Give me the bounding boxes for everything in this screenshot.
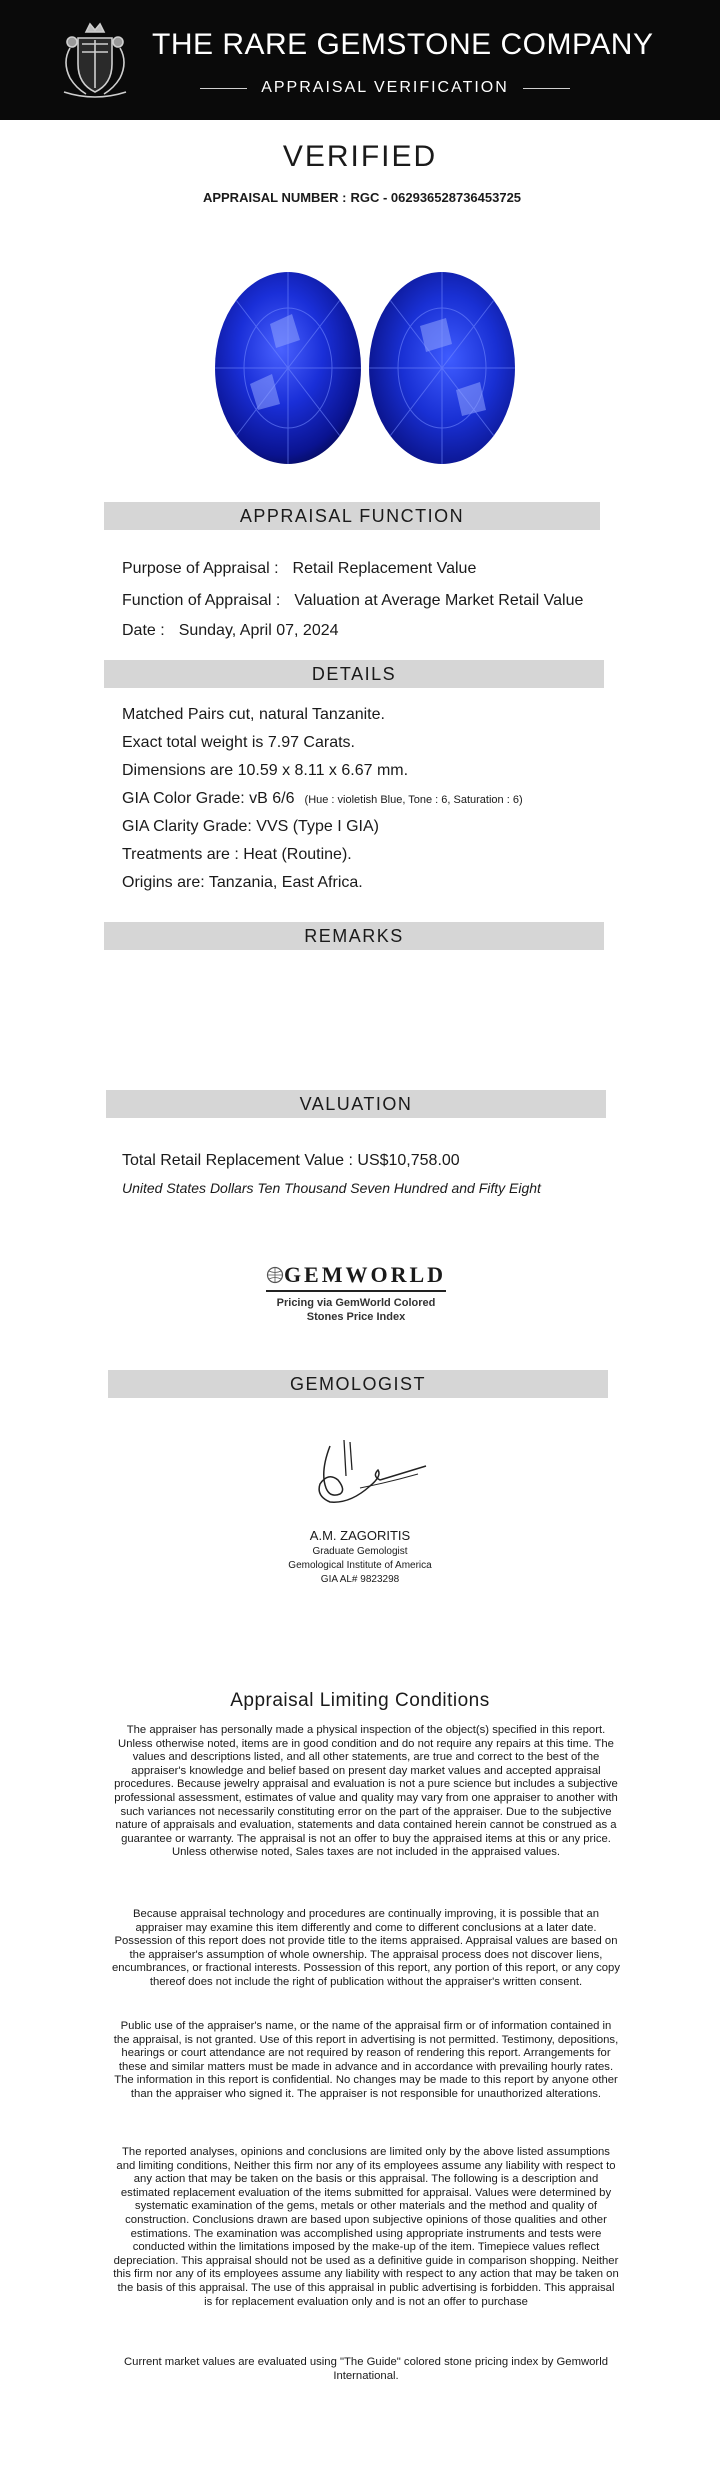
conditions-paragraph-4: The reported analyses, opinions and conclusions are limited only by the above listed assumptions and limiting conditions, Neither this firm nor any of its employees assume any liability with respect to any action that may be taken on the basis or this appraisal. The following is a description and estimated replacement evaluation of the items submitted for appraisal. Values were determined by systematic examination of the gems, metals or other materials and the method and quality of construction. Conclusions drawn are based upon subjective opinions of those qualities and other estimations. The examination was accomplished using appropriate instruments and tests were conducted within the limitations imposed by the make-up of the item. Timepiece values reflect depreciation. This appraisal should not be used as a definitive guide in comparison shopping. Neither this firm nor any of its employees assume any liability with respect to any action that may be taken on the basis of this appraisal. The use of this appraisal in public advertising is forbidden. This appraisal is for replacement evaluation only and is not an offer to purchase <box>113 2146 619 2308</box>
gemworld-caption-2: Stones Price Index <box>306 1311 406 1323</box>
appraisal-number-label: APPRAISAL NUMBER : <box>202 190 347 205</box>
section-remarks: REMARKS <box>104 922 604 950</box>
gemworld-caption-1: Pricing via GemWorld Colored <box>276 1297 436 1309</box>
conditions-paragraph-3: Public use of the appraiser's name, or the name of the appraisal firm or of information contained in the appraisal, is not granted. Use of this report in advertising is not permitted. Testimony, depositions, hearings or court attendance are not required by reason of rendering this report. Arrangements for these and similar matters must be made in advance and in accordance with prevailing hourly rates. The information in this report is confidential. No changes may be made to this report by anyone other than the appraiser who signed it. The appraiser is not responsible for unauthorized alterations. <box>113 2020 619 2100</box>
gemologist-name: A.M. ZAGORITIS <box>309 1528 411 1543</box>
tanzanite-pair-image <box>210 264 520 472</box>
date-label: Date : <box>122 622 165 639</box>
section-appraisal-function: APPRAISAL FUNCTION <box>104 502 600 530</box>
company-name: THE RARE GEMSTONE COMPANY <box>152 28 654 61</box>
detail-treatments: Treatments are : Heat (Routine). <box>122 846 352 863</box>
gemworld-logo-text: GEMWORLD <box>283 1262 447 1287</box>
gemworld-block <box>256 1262 456 1324</box>
subtitle: APPRAISAL VERIFICATION <box>261 79 509 96</box>
detail-color: GIA Color Grade: vB 6/6 <box>122 790 295 807</box>
conditions-paragraph-5: Current market values are evaluated using "The Guide" colored stone pricing index by Gemworld International. <box>124 2356 608 2382</box>
detail-clarity: GIA Clarity Grade: VVS (Type I GIA) <box>122 818 379 835</box>
appraisal-number-value: RGC - 062936528736453725 <box>350 190 522 205</box>
gemworld-logo <box>256 1262 456 1288</box>
purpose-label: Purpose of Appraisal : <box>122 560 279 577</box>
subtitle-row <box>200 76 570 100</box>
purpose-value: Retail Replacement Value <box>292 560 477 577</box>
gemologist-title: Graduate Gemologist <box>312 1546 408 1557</box>
conditions-paragraph-1: The appraiser has personally made a physical inspection of the object(s) specified in this report. Unless otherwise noted, items are in good condition and do not require any repairs at this time. The values and descriptions listed, and all other statements, are true and correct to the best of the appraiser's knowledge and belief based on present day market values and accepted appraisal procedures. Because jewelry appraisal and evaluation is not a pure science but includes a subjective professional assessment, estimates of value and quality may vary from one appraiser to another with such variances not necessarily constituting error on the part of the appraiser. Due to the subjective nature of appraisals and evaluation, statements and data contained herein cannot be construed as a guarantee or warranty. The appraisal is not an offer to buy the appraised items at this or any price. Unless otherwise noted, Sales taxes are not included in the appraised values. <box>114 1724 618 1859</box>
valuation-total: Total Retail Replacement Value : US$10,758.00 <box>122 1152 460 1169</box>
gemologist-institute: Gemological Institute of America <box>288 1560 432 1571</box>
signature-image <box>300 1436 430 1516</box>
detail-dimensions: Dimensions are 10.59 x 8.11 x 6.67 mm. <box>122 762 409 779</box>
detail-cut: Matched Pairs cut, natural Tanzanite. <box>122 706 385 723</box>
gemworld-rule <box>266 1290 446 1292</box>
gemologist-gia-number: GIA AL# 9823298 <box>320 1574 400 1585</box>
page-header <box>0 0 720 120</box>
date-value: Sunday, April 07, 2024 <box>178 622 339 639</box>
date-row <box>122 622 339 640</box>
subtitle-rule-right <box>523 88 570 89</box>
verified-status: VERIFIED <box>282 140 438 173</box>
function-value: Valuation at Average Market Retail Value <box>294 592 584 609</box>
section-details: DETAILS <box>104 660 604 688</box>
crest-logo-icon <box>56 18 134 100</box>
conditions-paragraph-2: Because appraisal technology and procedures are continually improving, it is possible that an appraiser may examine this item differently and come to different conclusions at a later date. Possession of this report does not provide title to the items appraised. Appraisal values are based on the appraiser's assumption of whole ownership. The appraisal process does not discover liens, encumbrances, or fractional interests. Possession of this report, any portion of this report, or any copy thereof does not include the right of publication without the appraiser's written consent. <box>112 1908 620 1988</box>
gemworld-globe-icon <box>266 1266 284 1284</box>
conditions-title: Appraisal Limiting Conditions <box>230 1690 490 1711</box>
subtitle-rule-left <box>200 88 247 89</box>
detail-color-row <box>122 790 523 808</box>
valuation-words: United States Dollars Ten Thousand Seven Hundred and Fifty Eight <box>122 1180 541 1196</box>
function-row <box>122 592 583 610</box>
detail-color-note: (Hue : violetish Blue, Tone : 6, Saturation : 6) <box>304 794 523 806</box>
section-valuation: VALUATION <box>106 1090 606 1118</box>
function-label: Function of Appraisal : <box>122 592 281 609</box>
purpose-row <box>122 560 476 578</box>
appraisal-number <box>0 190 720 205</box>
section-gemologist: GEMOLOGIST <box>108 1370 608 1398</box>
detail-origins: Origins are: Tanzania, East Africa. <box>122 874 363 891</box>
detail-weight: Exact total weight is 7.97 Carats. <box>122 734 355 751</box>
